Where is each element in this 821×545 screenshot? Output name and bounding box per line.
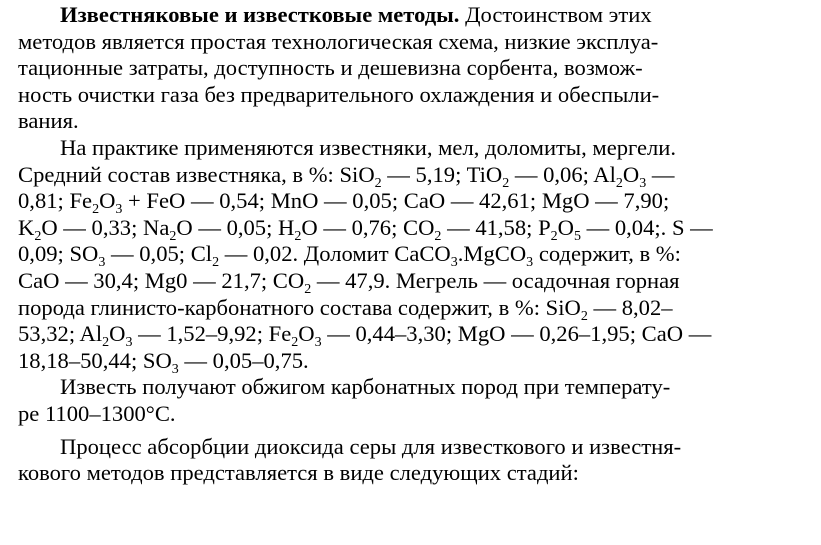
text-line: вания. [18,108,79,134]
paragraph-lime [18,374,807,427]
paragraph-intro [18,2,807,29]
text-line: ность очистки газа без предварительного охлаждения и обеспыли- [18,81,660,107]
text-line: На практике применяются известняки, мел, доломиты, мергели. [60,134,677,160]
text-line: методов является простая технологическая схема, низкие эксплуа- [18,28,659,54]
text-line: ре 1100–1300°C. [18,400,176,426]
text-line: Средний состав известняка, в %: SiO$_2$ — 5,19; TiO$_2$ — 0,06; $Al_2O_3$ — [18,161,675,191]
text-line: CaO — 30,4; Mg0 — 21,7; $CO_2$ — 47,9. Мегрель — осадочная горная [18,267,680,297]
text-line: тационные затраты, доступность и дешевизна сорбента, возмож- [18,55,643,81]
text-line: 53,32; $Al_2O_3$ — 1,52–9,92; $Fe_2O_3$ — 0,44–3,30; MgO — 0,26–1,95; CaO — [18,321,712,351]
text-line: кового методов представляется в виде следующих стадий: [18,460,579,486]
paragraph-intro-cont [18,29,807,135]
text-line: $K_2O$ — 0,33; $Na_2O$ — 0,05; $H_2O$ — 0,76; $CO_2$ — 41,58; $P_2O_5$ — 0,04;. S — [18,214,713,244]
text-line: 18,18–50,44; $SO_3$ — 0,05–0,75. [18,347,309,377]
text-line: 0,81; $Fe_2O_3$ + FeO — 0,54; MnO — 0,05; CaO — 42,61; MgO — 7,90; [18,188,670,218]
section-heading: Известняковые и известковые методы. [60,2,460,27]
text-line: 0,09; $SO_3$ — 0,05; $Cl_2$ — 0,02. Доломит CaCO$_3$.MgCO$_3$ содержит, в %: [18,241,681,271]
text-line: Процесс абсорбции диоксида серы для известкового и известня- [60,433,682,459]
paragraph-composition [18,134,807,377]
paragraph-process [18,434,807,487]
text-line: порода глинисто-карбонатного состава содержит, в %: SiO$_2$ — 8,02– [18,294,673,324]
paragraph-text: Достоинством этих [459,2,652,27]
text-line: Известь получают обжигом карбонатных пород при температу- [60,374,671,400]
